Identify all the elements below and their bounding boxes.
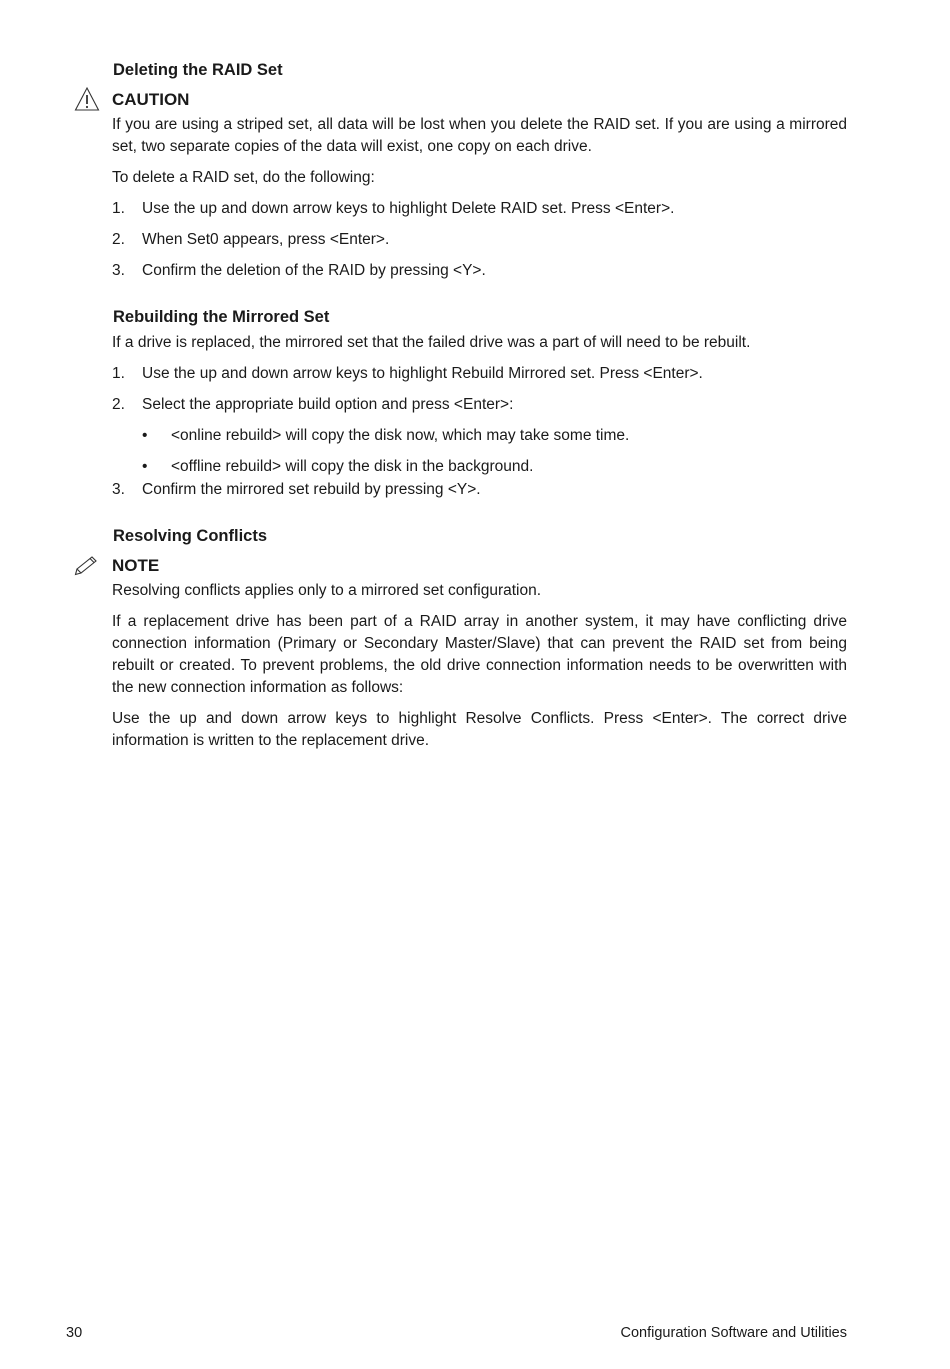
note-text: Resolving conflicts applies only to a mirrored set configuration. (112, 582, 542, 599)
caution-title: CAUTION (112, 90, 190, 109)
paragraph: If a drive is replaced, the mirrored set that the failed drive was a part of will need to be rebuilt. (112, 334, 751, 351)
step-text: Confirm the mirrored set rebuild by pressing <Y>. (142, 481, 481, 498)
footer-title: Configuration Software and Utilities (620, 1325, 847, 1341)
step-number: 2. (112, 231, 125, 248)
steps-list (112, 198, 847, 282)
step-number: 1. (112, 200, 125, 217)
list-item (112, 363, 847, 385)
bullet-item: • <offline rebuild> will copy the disk in the background. (142, 456, 847, 478)
list-item (112, 394, 847, 478)
step-number: 3. (112, 262, 125, 279)
step-number: 1. (112, 365, 125, 382)
step-number: 3. (112, 481, 125, 498)
bullet-list (142, 425, 847, 478)
section-heading: Resolving Conflicts (113, 527, 268, 545)
step-number: 2. (112, 396, 125, 413)
section-deleting-raid-set (112, 58, 847, 282)
list-item (112, 229, 847, 251)
paragraph: If a replacement drive has been part of a RAID array in another system, it may have conflicting drive connection information (Primary or Secondary Master/Slave) that can prevent the RAID set from being rebuilt or created. To prevent problems, the old drive connection information needs to be overwritten with the new connection information as follows: (112, 613, 847, 696)
list-item (112, 198, 847, 220)
step-text: Use the up and down arrow keys to highlight Delete RAID set. Press <Enter>. (142, 200, 675, 217)
caution-box (112, 88, 847, 158)
bullet-item: • <online rebuild> will copy the disk now, which may take some time. (142, 425, 847, 447)
section-rebuilding-mirrored-set (112, 305, 847, 501)
pencil-note-icon (74, 552, 100, 578)
paragraph: Use the up and down arrow keys to highlight Resolve Conflicts. Press <Enter>. The correct drive information is written to the replacement drive. (112, 710, 847, 749)
section-heading: Rebuilding the Mirrored Set (113, 308, 330, 326)
step-text: Select the appropriate build option and press <Enter>: (142, 396, 514, 413)
list-item (112, 260, 847, 282)
note-title: NOTE (112, 556, 160, 575)
caution-text: If you are using a striped set, all data will be lost when you delete the RAID set. If you are using a mirrored set, two separate copies of the data will exist, one copy on each drive. (112, 116, 847, 155)
note-box (112, 554, 847, 602)
steps-list (112, 363, 847, 501)
section-heading: Deleting the RAID Set (113, 61, 283, 79)
warning-triangle-icon (74, 86, 100, 112)
page-number: 30 (66, 1325, 83, 1341)
paragraph: To delete a RAID set, do the following: (112, 169, 375, 186)
step-text: Use the up and down arrow keys to highlight Rebuild Mirrored set. Press <Enter>. (142, 365, 703, 382)
page-content (112, 58, 847, 761)
step-text: Confirm the deletion of the RAID by pressing <Y>. (142, 262, 486, 279)
section-resolving-conflicts (112, 524, 847, 752)
list-item (112, 479, 847, 501)
step-text: When Set0 appears, press <Enter>. (142, 231, 390, 248)
